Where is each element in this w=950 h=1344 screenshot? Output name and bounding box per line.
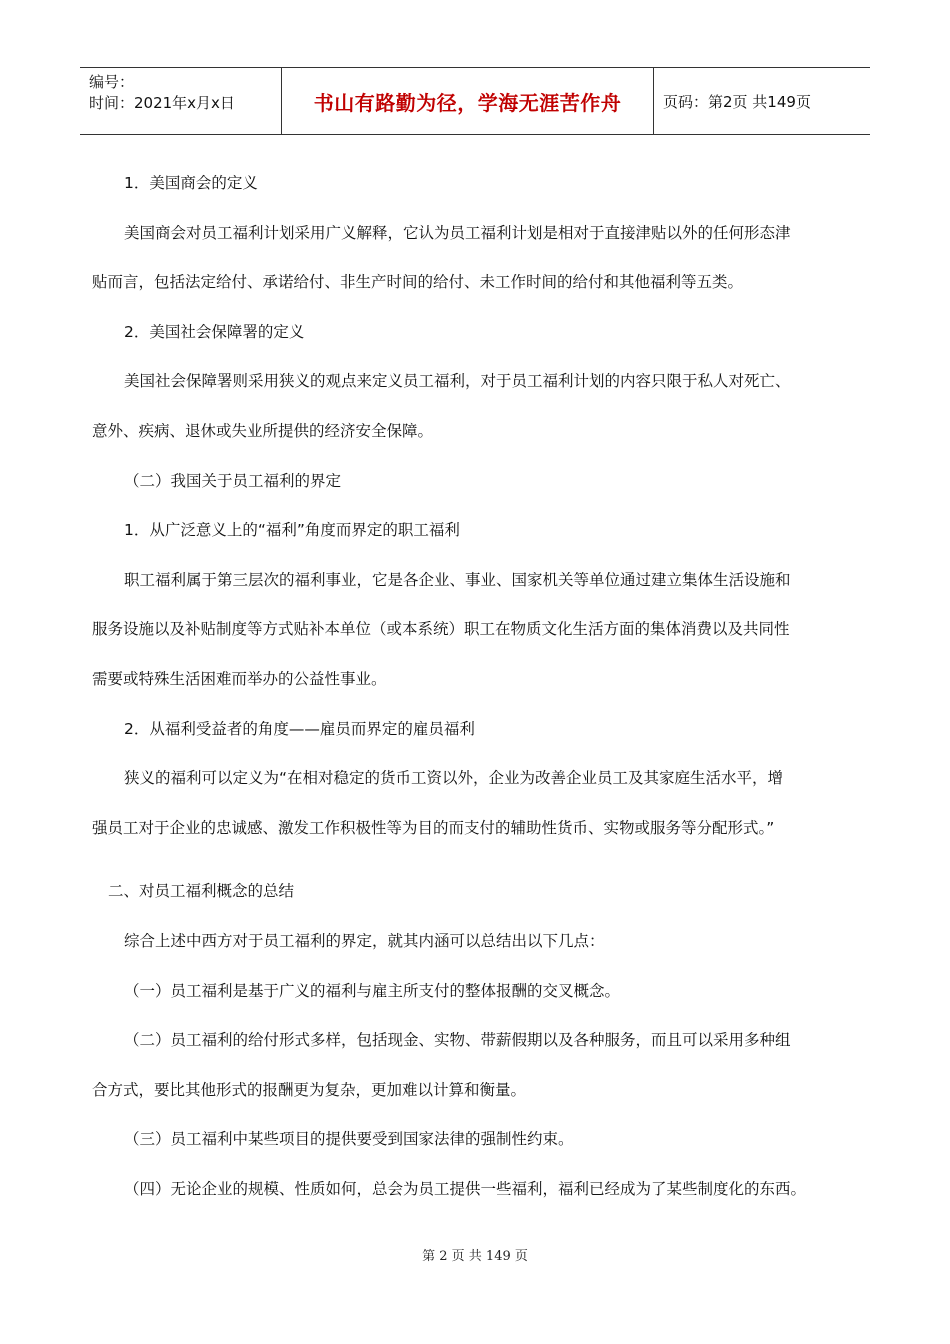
paragraph-line: 强员工对于企业的忠诚感、激发工作积极性等为目的而支付的辅助性货币、实物或服务等分配形式。” (92, 818, 775, 837)
summary-point-3: （三）员工福利中某些项目的提供要受到国家法律的强制性约束。 (124, 1130, 574, 1149)
heading-employee-welfare: 2．从福利受益者的角度——雇员而界定的雇员福利 (124, 719, 475, 738)
summary-point-1: （一）员工福利是基于广义的福利与雇主所支付的整体报酬的交叉概念。 (124, 981, 621, 1000)
section-gap (92, 853, 860, 867)
section-heading-summary: 二、对员工福利概念的总结 (108, 882, 295, 901)
page-footer: 第 2 页 共 149 页 (422, 1249, 528, 1264)
paragraph-line: 美国商会对员工福利计划采用广义解释，它认为员工福利计划是相对于直接津贴以外的任何形态津 (124, 223, 791, 242)
header-page-info: 页码：第2页 共149页 (663, 92, 811, 111)
heading-us-ssa: 2．美国社会保障署的定义 (124, 322, 305, 341)
paragraph-line: 职工福利属于第三层次的福利事业，它是各企业、事业、国家机关等单位通过建立集体生活设施和 (124, 570, 791, 589)
document-body (92, 159, 860, 1214)
paragraph-line: 需要或特殊生活困难而举办的公益性事业。 (92, 669, 387, 688)
heading-us-chamber: 1．美国商会的定义 (124, 174, 258, 192)
document-header (80, 67, 870, 135)
paragraph-line: 服务设施以及补贴制度等方式贴补本单位（或本系统）职工在物质文化生活方面的集体消费以及共同性 (92, 620, 790, 639)
section-heading-china: （二）我国关于员工福利的界定 (124, 471, 342, 490)
paragraph-line: 贴而言，包括法定给付、承诺给付、非生产时间的给付、未工作时间的给付和其他福利等五类。 (92, 273, 744, 292)
summary-point-4: （四）无论企业的规模、性质如何，总会为员工提供一些福利，福利已经成为了某些制度化的东西。 (124, 1179, 807, 1198)
header-number-label: 编号： (89, 73, 135, 91)
header-motto: 书山有路勤为径，学海无涯苦作舟 (282, 68, 654, 134)
paragraph-line: 合方式，要比其他形式的报酬更为复杂，更加难以计算和衡量。 (92, 1080, 527, 1099)
paragraph-line: 美国社会保障署则采用狭义的观点来定义员工福利，对于员工福利计划的内容只限于私人对死亡、 (124, 372, 791, 391)
paragraph-line: 狭义的福利可以定义为“在相对稳定的货币工资以外，企业为改善企业员工及其家庭生活水平，增 (124, 769, 784, 788)
paragraph-line: 综合上述中西方对于员工福利的界定，就其内涵可以总结出以下几点： (124, 931, 605, 950)
heading-broad-welfare: 1．从广泛意义上的“福利”角度而界定的职工福利 (124, 521, 460, 540)
summary-point-2: （二）员工福利的给付形式多样，包括现金、实物、带薪假期以及各种服务，而且可以采用多种组 (124, 1031, 791, 1050)
header-meta-cell (80, 68, 282, 134)
header-time-label: 时间：2021年x月x日 (89, 94, 235, 112)
paragraph-line: 意外、疾病、退休或失业所提供的经济安全保障。 (92, 421, 434, 440)
